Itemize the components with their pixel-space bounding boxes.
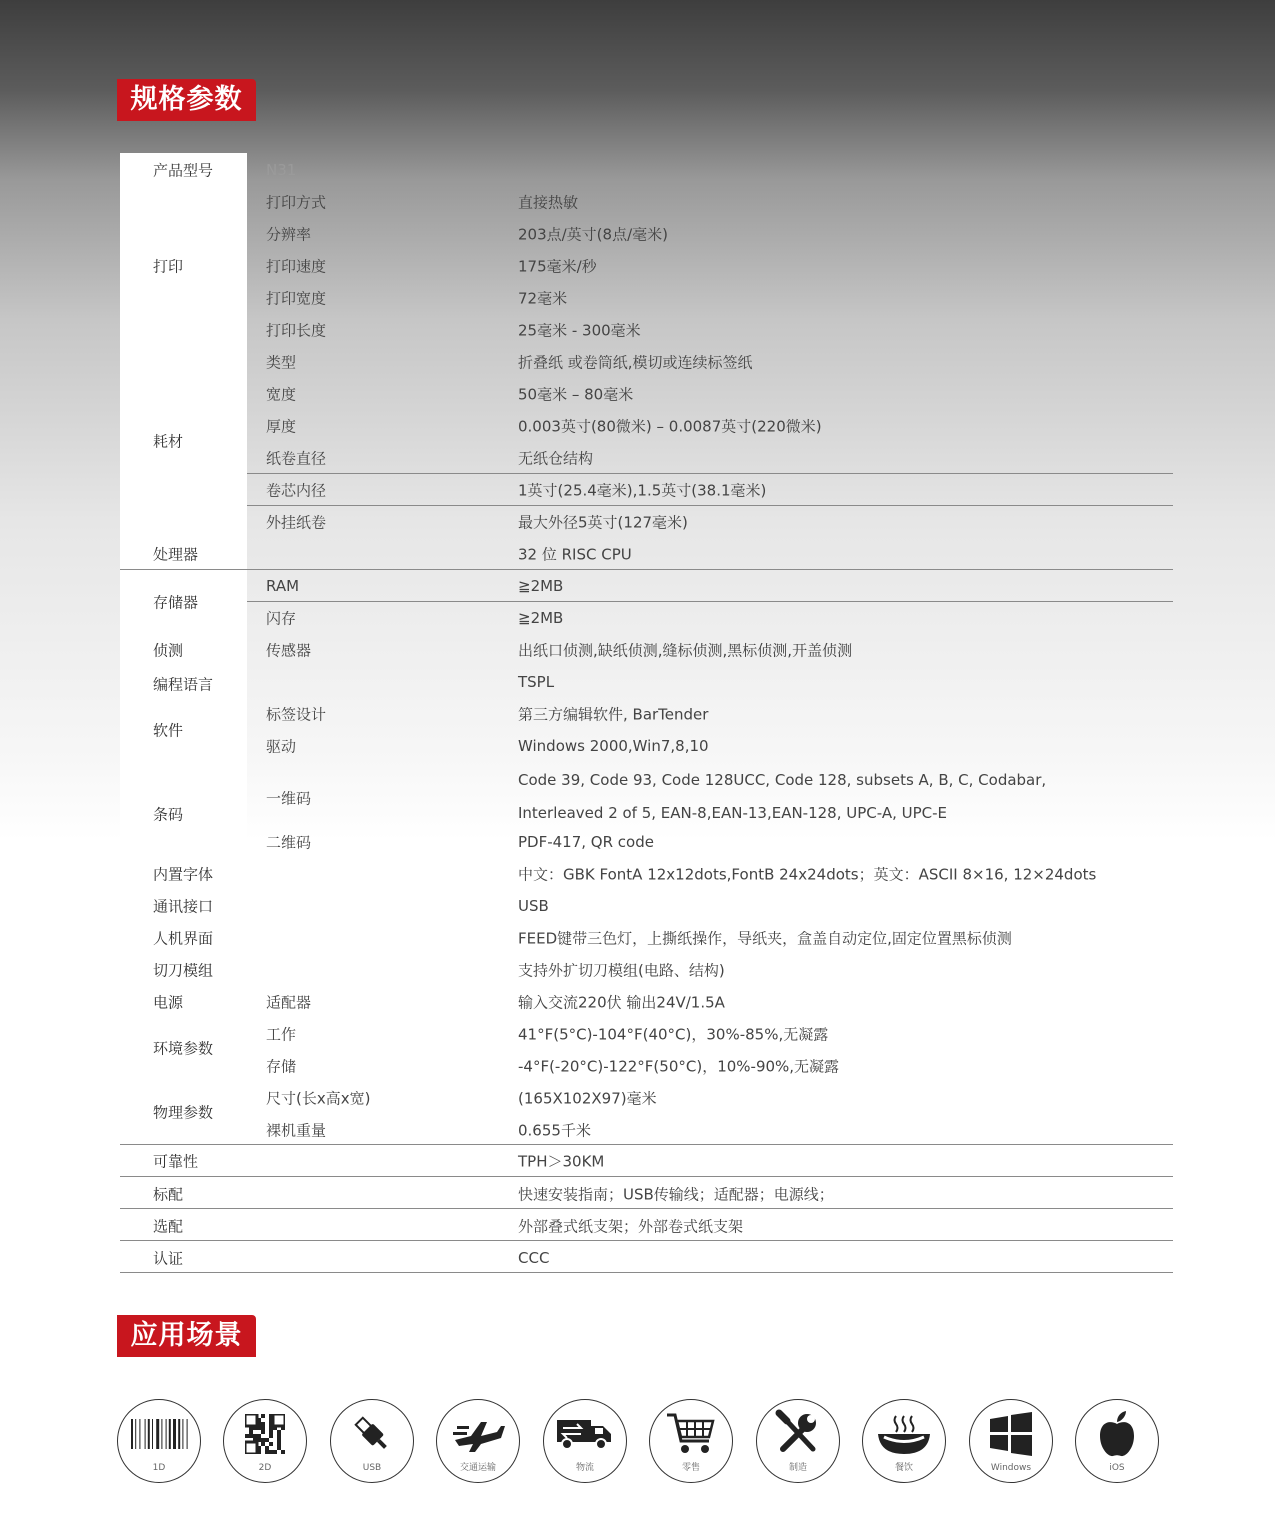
spec-value: 175毫米/秒 [518,257,597,276]
spec-value: 输入交流220伏 输出24V/1.5A [518,993,725,1012]
spec-sub-label: 纸卷直径 [266,449,327,468]
scene-section-title: 应用场景 [117,1315,256,1357]
spec-value: TSPL [518,673,555,691]
scene-usb [330,1399,414,1483]
spec-value: ≧2MB [518,609,564,627]
category-print: 打印 [153,257,184,276]
spec-sub-label: 传感器 [266,641,312,660]
spec-sub-label: 类型 [266,353,297,372]
scene-label: 零售 [681,1463,700,1473]
spec-value: 折叠纸 或卷筒纸,模切或连续标签纸 [518,353,753,372]
tools-icon [773,1409,823,1459]
spec-value: 最大外径5英寸(127毫米) [518,513,688,532]
spec-value: (165X102X97)毫米 [518,1089,657,1108]
spec-sub-label: 外挂纸卷 [266,513,327,532]
scene-truck [543,1399,627,1483]
model-value: N31 [266,161,297,179]
airplane-icon [451,1414,505,1454]
scene-shopping-cart [649,1399,733,1483]
scene-barcode [117,1399,201,1483]
spec-sub-label: 打印速度 [266,257,327,276]
spec-value: 快速安装指南；USB传输线；适配器；电源线； [518,1185,834,1204]
spec-value: 50毫米 – 80毫米 [518,385,634,404]
category-lang: 编程语言 [153,675,214,694]
qr-code-icon [245,1414,285,1454]
usb-icon [350,1412,394,1456]
category-font: 内置字体 [153,865,214,884]
category-memory: 存储器 [153,593,199,612]
category-power: 电源 [153,993,184,1012]
spec-value: Interleaved 2 of 5, EAN-8,EAN-13,EAN-128, UPC-A, UPC-E [518,804,948,822]
windows-icon [988,1411,1034,1457]
spec-value: Windows 2000,Win7,8,10 [518,737,709,755]
spec-value: PDF-417, QR code [518,833,654,851]
spec-sub-label: 驱动 [266,737,297,756]
spec-sub-label: 厚度 [266,417,297,436]
scene-label: 餐饮 [894,1463,913,1473]
scene-label: Windows [990,1463,1032,1473]
spec-value: FEED键带三色灯，上撕纸操作，导纸夹，盒盖自动定位,固定位置黑标侦测 [518,929,1012,948]
food-bowl-icon [876,1412,932,1456]
spec-value: 1英寸(25.4毫米),1.5英寸(38.1毫米) [518,481,767,500]
spec-value: 支持外扩切刀模组(电路、结构) [518,961,725,980]
scene-label: 物流 [575,1463,594,1473]
spec-value: 直接热敏 [518,193,579,212]
table-divider [120,1240,1173,1241]
category-detect: 侦测 [153,641,184,660]
category-hmi: 人机界面 [153,929,214,948]
table-divider [120,569,1173,570]
spec-value: 出纸口侦测,缺纸侦测,缝标侦测,黑标侦测,开盖侦测 [518,641,853,660]
category-optional: 选配 [153,1217,184,1236]
category-model: 产品型号 [153,161,214,180]
spec-value: 第三方编辑软件, BarTender [518,705,709,724]
table-divider [120,1176,1173,1177]
spec-value: 203点/英寸(8点/毫米) [518,225,668,244]
scene-tools [756,1399,840,1483]
category-reliability: 可靠性 [153,1152,199,1171]
spec-value: 25毫米 - 300毫米 [518,321,641,340]
category-cert: 认证 [153,1249,184,1268]
shopping-cart-icon [665,1411,717,1457]
spec-sub-label: 适配器 [266,993,312,1012]
spec-value: ≧2MB [518,577,564,595]
spec-value: 无纸仓结构 [518,449,594,468]
spec-sub-label: 打印宽度 [266,289,327,308]
spec-sub-label: 宽度 [266,385,297,404]
spec-value: Code 39, Code 93, Code 128UCC, Code 128, subsets A, B, C, Codabar, [518,771,1047,789]
table-divider [247,505,1173,506]
scene-label: 交通运输 [459,1463,496,1473]
spec-value: USB [518,897,549,915]
spec-sub-label: 分辨率 [266,225,312,244]
scene-label: 2D [258,1463,272,1473]
scene-apple [1075,1399,1159,1483]
category-physical: 物理参数 [153,1103,214,1122]
spec-sub-label: 裸机重量 [266,1121,327,1140]
spec-value: -4°F(-20°C)-122°F(50°C)，10%-90%,无凝露 [518,1057,840,1076]
category-env: 环境参数 [153,1039,214,1058]
apple-icon [1096,1410,1138,1458]
category-standard: 标配 [153,1185,184,1204]
scene-label: 制造 [788,1463,807,1473]
spec-sub-label: 标签设计 [266,705,327,724]
spec-sub-label: 一维码 [266,789,312,808]
scene-airplane [436,1399,520,1483]
spec-sub-label: 尺寸(长x高x宽) [266,1089,371,1108]
spec-value: 外部叠式纸支架；外部卷式纸支架 [518,1217,744,1236]
spec-value: CCC [518,1249,550,1267]
category-cpu: 处理器 [153,545,199,564]
table-divider [120,1208,1173,1209]
spec-sub-label: 二维码 [266,833,312,852]
table-divider [120,1144,1173,1145]
category-software: 软件 [153,721,184,740]
truck-icon [555,1416,615,1452]
spec-value: TPH＞30KM [518,1152,605,1171]
spec-sub-label: 打印方式 [266,193,327,212]
application-scene-icons [117,1399,1162,1485]
spec-value: 32 位 RISC CPU [518,545,632,564]
table-divider [120,1272,1173,1273]
barcode-icon [129,1417,189,1451]
scene-label: iOS [1109,1463,1125,1473]
spec-sub-label: RAM [266,577,300,595]
spec-section-title: 规格参数 [117,79,256,121]
scene-windows [969,1399,1053,1483]
spec-value: 72毫米 [518,289,568,308]
scene-label: USB [362,1463,382,1473]
spec-sub-label: 打印长度 [266,321,327,340]
spec-value: 中文：GBK FontA 12x12dots,FontB 24x24dots；英文：ASCII 8×16, 12×24dots [518,865,1097,884]
spec-sub-label: 卷芯内径 [266,481,327,500]
spec-sub-label: 工作 [266,1025,297,1044]
scene-food-bowl [862,1399,946,1483]
category-cutter: 切刀模组 [153,961,214,980]
scene-qr-code [223,1399,307,1483]
table-divider [247,473,1173,474]
category-interface: 通讯接口 [153,897,214,916]
spec-value: 0.003英寸(80微米) – 0.0087英寸(220微米) [518,417,822,436]
scene-label: 1D [152,1463,166,1473]
spec-value: 41°F(5°C)-104°F(40°C)，30%-85%,无凝露 [518,1025,829,1044]
spec-sub-label: 闪存 [266,609,297,628]
spec-sub-label: 存储 [266,1057,297,1076]
spec-value: 0.655千米 [518,1121,591,1140]
category-barcode: 条码 [153,805,184,824]
table-divider [247,601,1173,602]
spec-table [120,153,1173,1273]
category-media: 耗材 [153,432,184,451]
